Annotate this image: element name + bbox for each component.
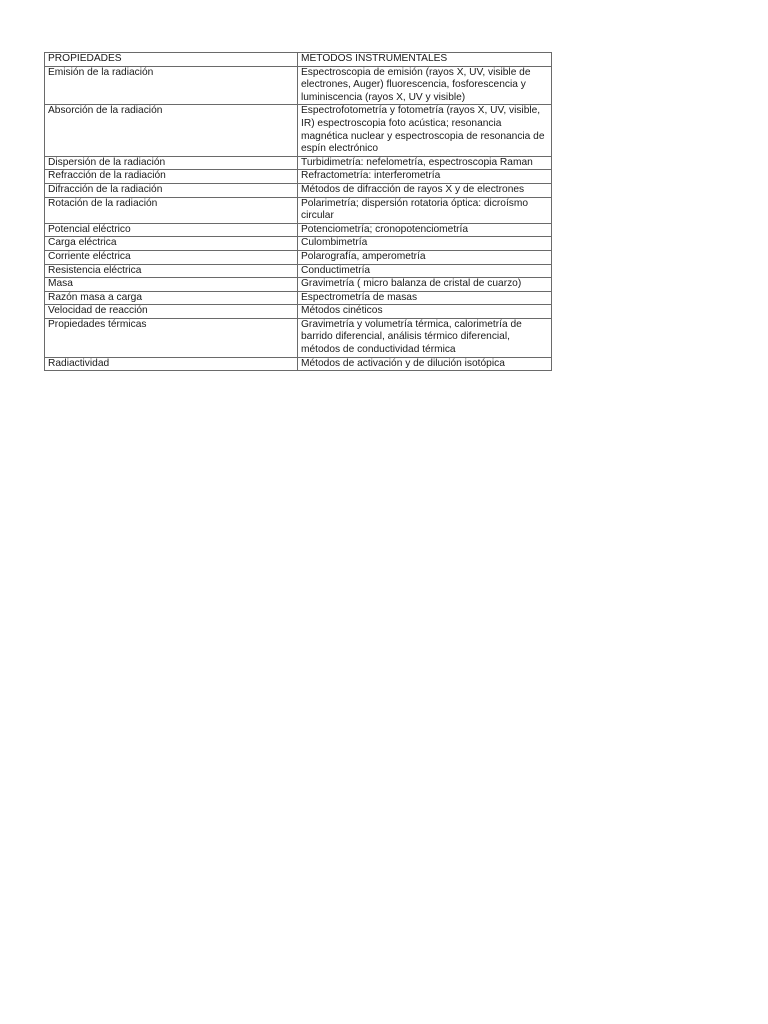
property-cell: Radiactividad xyxy=(45,357,298,371)
table-header-row xyxy=(45,53,552,67)
table-row xyxy=(45,264,552,278)
methods-cell: Potenciometría; cronopotenciometría xyxy=(298,223,552,237)
table-row xyxy=(45,197,552,223)
methods-cell: Gravimetría y volumetría térmica, calorimetría de barrido diferencial, análisis térmico diferencial, métodos de conductividad térmica xyxy=(298,318,552,357)
property-cell: Resistencia eléctrica xyxy=(45,264,298,278)
methods-cell: Métodos de difracción de rayos X y de electrones xyxy=(298,183,552,197)
table-row xyxy=(45,318,552,357)
methods-cell: Polarimetría; dispersión rotatoria óptica: dicroísmo circular xyxy=(298,197,552,223)
methods-cell: Turbidimetría: nefelometría, espectroscopia Raman xyxy=(298,156,552,170)
header-cell-methods: METODOS INSTRUMENTALES xyxy=(298,53,552,67)
methods-cell: Espectrofotometría y fotometría (rayos X, UV, visible, IR) espectroscopia foto acústica; resonancia magnética nuclear y espectroscopia de resonancia de espín electrónico xyxy=(298,105,552,156)
property-cell: Absorción de la radiación xyxy=(45,105,298,156)
properties-methods-table xyxy=(44,52,552,371)
table-row xyxy=(45,223,552,237)
property-cell: Difracción de la radiación xyxy=(45,183,298,197)
property-cell: Masa xyxy=(45,278,298,292)
property-cell: Dispersión de la radiación xyxy=(45,156,298,170)
property-cell: Rotación de la radiación xyxy=(45,197,298,223)
methods-cell: Métodos de activación y de dilución isotópica xyxy=(298,357,552,371)
table-row xyxy=(45,105,552,156)
property-cell: Propiedades térmicas xyxy=(45,318,298,357)
property-cell: Refracción de la radiación xyxy=(45,170,298,184)
table-row xyxy=(45,250,552,264)
methods-cell: Espectrometría de masas xyxy=(298,291,552,305)
property-cell: Potencial eléctrico xyxy=(45,223,298,237)
table-row xyxy=(45,278,552,292)
methods-cell: Polarografía, amperometría xyxy=(298,250,552,264)
methods-cell: Métodos cinéticos xyxy=(298,305,552,319)
table-row xyxy=(45,183,552,197)
methods-cell: Gravimetría ( micro balanza de cristal de cuarzo) xyxy=(298,278,552,292)
property-cell: Velocidad de reacción xyxy=(45,305,298,319)
header-cell-properties: PROPIEDADES xyxy=(45,53,298,67)
table-row xyxy=(45,156,552,170)
property-cell: Razón masa a carga xyxy=(45,291,298,305)
table-row xyxy=(45,170,552,184)
methods-cell: Refractometría: interferometría xyxy=(298,170,552,184)
methods-cell: Culombimetría xyxy=(298,237,552,251)
table-row xyxy=(45,305,552,319)
table-row xyxy=(45,291,552,305)
table-row xyxy=(45,357,552,371)
methods-cell: Espectroscopia de emisión (rayos X, UV, visible de electrones, Auger) fluorescencia, fosforescencia y luminiscencia (rayos X, UV y visible) xyxy=(298,66,552,105)
property-cell: Carga eléctrica xyxy=(45,237,298,251)
methods-cell: Conductimetría xyxy=(298,264,552,278)
table-row xyxy=(45,237,552,251)
property-cell: Emisión de la radiación xyxy=(45,66,298,105)
property-cell: Corriente eléctrica xyxy=(45,250,298,264)
table-row xyxy=(45,66,552,105)
